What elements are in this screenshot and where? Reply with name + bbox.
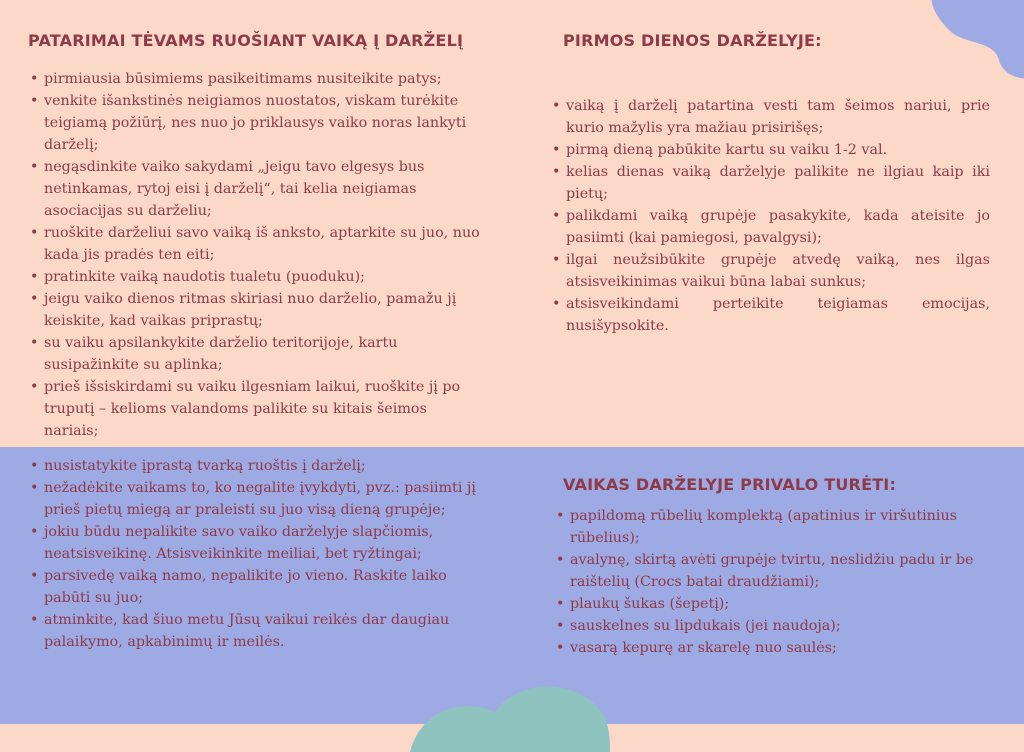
required-item: • avalynę, skirtą avėti grupėje tvirtu, neslidžiu padu ir be raištelių (Crocs batai draudžiami); [556,549,976,593]
tip-item: • negąsdinkite vaiko sakydami „jeigu tavo elgesys bus netinkamas, rytoj eisi į darželį“, tai kelia neigiamas asociacijas su darželiu; [30,156,485,222]
required-item: • vasarą kepurę ar skarelę nuo saulės; [556,637,976,659]
tip-item: • parsivedę vaiką namo, nepalikite jo vieno. Raskite laiko pabūti su juo; [30,565,485,609]
first-day-item: • palikdami vaiką grupėje pasakykite, kada ateisite jo pasiimti (kai pamiegosi, pavalgysi); [552,205,990,249]
tip-item: • pirmiausia būsimiems pasikeitimams nusiteikite patys; [30,68,485,90]
section-title-tips-for-parents: PATARIMAI TĖVAMS RUOŠIANT VAIKĄ Į DARŽELĮ [28,31,464,50]
tip-item: • prieš išsiskirdami su vaiku ilgesniam laikui, ruoškite jį po truputį – kelioms valandoms palikite su kitais šeimos nariais; [30,376,485,442]
first-day-item: • ilgai neužsibūkite grupėje atvedę vaiką, nes ilgas atsisveikinimas vaikui būna labai sunkus; [552,249,990,293]
tips-list-continued [30,455,485,653]
tip-item: • ruoškite darželiui savo vaiką iš anksto, aptarkite su juo, nuo kada jis pradės ten eiti; [30,222,485,266]
first-day-item: • atsisveikindami perteikite teigiamas emocijas, nusišypsokite. [552,293,990,337]
required-items-list [556,505,976,659]
section-title-required-items: VAIKAS DARŽELYJE PRIVALO TURĖTI: [563,475,897,494]
tip-item: • nusistatykite įprastą tvarką ruoštis į darželį; [30,455,485,477]
section-title-first-days: PIRMOS DIENOS DARŽELYJE: [563,31,822,50]
first-days-list [552,95,990,337]
first-day-item: • pirmą dieną pabūkite kartu su vaiku 1-2 val. [552,139,990,161]
tip-item: • pratinkite vaiką naudotis tualetu (puoduku); [30,266,485,288]
decorative-blob-top [904,0,1024,80]
first-day-item: • kelias dienas vaiką darželyje palikite ne ilgiau kaip iki pietų; [552,161,990,205]
required-item: • plaukų šukas (šepetį); [556,593,976,615]
tip-item: • jeigu vaiko dienos ritmas skiriasi nuo darželio, pamažu jį keiskite, kad vaikas priprastų; [30,288,485,332]
required-item: • sauskelnes su lipdukais (jei naudoja); [556,615,976,637]
tip-item: • su vaiku apsilankykite darželio teritorijoje, kartu susipažinkite su aplinka; [30,332,485,376]
tip-item: • venkite išankstinės neigiamos nuostatos, viskam turėkite teigiamą požiūrį, nes nuo jo priklausys vaiko noras lankyti darželį; [30,90,485,156]
tip-item: • nežadėkite vaikams to, ko negalite įvykdyti, pvz.: pasiimti jį prieš pietų miegą ar praleisti su juo visą dieną grupėje; [30,477,485,521]
tip-item: • atminkite, kad šiuo metu Jūsų vaikui reikės dar daugiau palaikymo, apkabinimų ir meilės. [30,609,485,653]
tips-list [30,68,485,442]
first-day-item: • vaiką į darželį patartina vesti tam šeimos nariui, prie kurio mažylis yra mažiau prisirišęs; [552,95,990,139]
tip-item: • jokiu būdu nepalikite savo vaiko darželyje slapčiomis, neatsisveikinę. Atsisveikinkite meiliai, bet ryžtingai; [30,521,485,565]
required-item: • papildomą rūbelių komplektą (apatinius ir viršutinius rūbelius); [556,505,976,549]
decorative-blob-bottom [410,672,610,752]
